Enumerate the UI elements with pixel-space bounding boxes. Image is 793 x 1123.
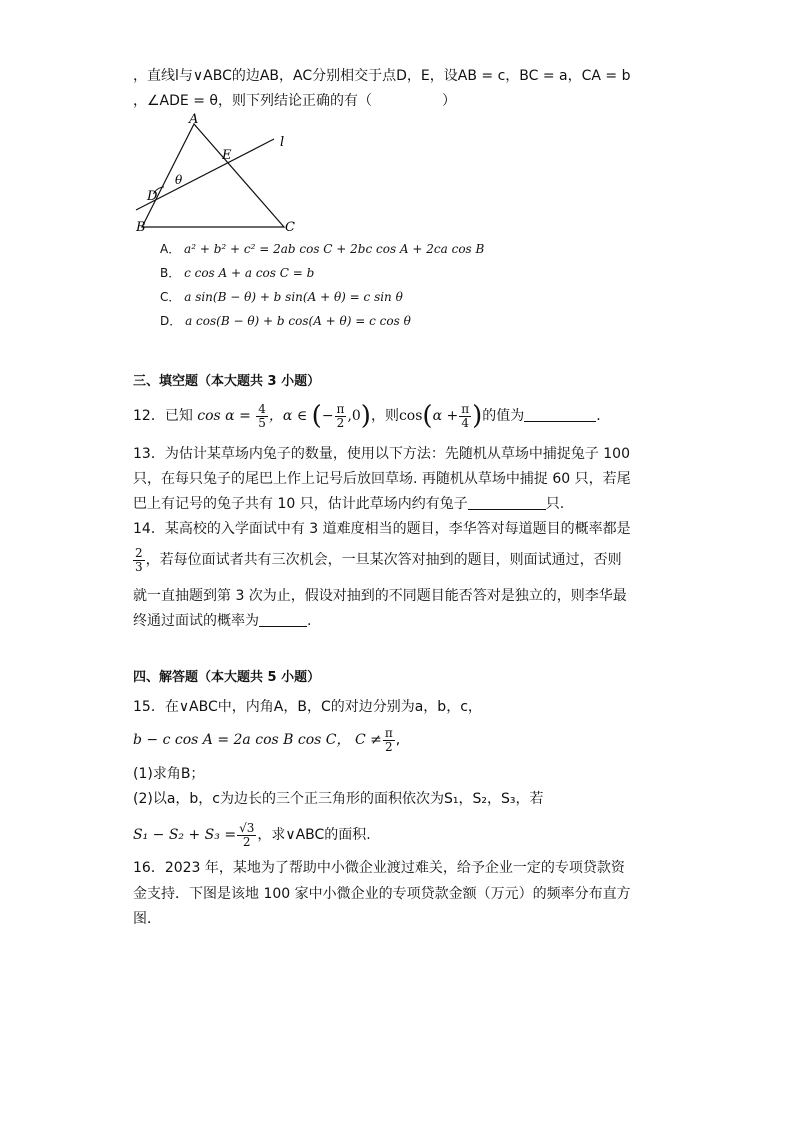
q11-option-b — [160, 264, 314, 282]
q15-line1: 15．在∨ABC中，内角A，B，C的对边分别为a，b，c， — [133, 699, 482, 715]
q14-line4-end: . — [307, 613, 312, 629]
frac-num: 4 — [258, 401, 266, 416]
q11-line2 — [133, 91, 456, 111]
q13-line1: 13．为估计某草场内兔子的数量，使用以下方法：先随机从草场中捕捉兔子 100 — [133, 446, 630, 462]
q15-s-equation: S₁ − S₂ + S₃ = — [133, 827, 237, 843]
option-formula: a cos(B − θ) + b cos(A + θ) = c cos θ — [185, 314, 411, 328]
q15-part2: (2)以a，b，c为边长的三个正三角形的面积依次为S₁，S₂，S₃，若 — [133, 791, 544, 807]
label-D: D — [147, 189, 158, 204]
q15-part1: (1)求角B； — [133, 766, 205, 782]
q15-line2 — [133, 724, 400, 756]
q12-answer-blank — [524, 407, 596, 422]
q14-line2-text: ，若每位面试者共有三次机会，一旦某次答对抽到的题目，则面试通过，否则 — [145, 552, 622, 568]
q12-then: ，则 — [370, 408, 399, 424]
q15-line2-end: , — [395, 732, 401, 748]
q13-line3-end: 只. — [545, 496, 565, 512]
frac-num: √3 — [239, 820, 255, 835]
q16-line1: 16．2023 年，某地为了帮助中小微企业渡过难关，给予企业一定的专项贷款资 — [133, 860, 625, 876]
frac-num: π — [384, 725, 393, 740]
q13-line2: 只，在每只兔子的尾巴上作上记号后放回草场. 再随机从草场中捕捉 60 只，若尾 — [133, 471, 631, 487]
frac-den: 2 — [242, 834, 251, 849]
q15-line5 — [133, 818, 371, 852]
q15-c-neq: C ≠ — [354, 732, 382, 748]
option-letter: C． — [160, 290, 181, 304]
label-E: E — [222, 148, 232, 163]
q16-line2: 金支持．下图是该地 100 家中小微企业的专项贷款金额（万元）的频率分布直方 — [133, 886, 631, 902]
q15-line5-tail: ，求∨ABC的面积. — [257, 827, 371, 843]
option-formula: a sin(B − θ) + b sin(A + θ) = c sin θ — [184, 290, 403, 304]
frac-den: 3 — [135, 559, 143, 574]
q12-end: . — [596, 408, 601, 424]
q16-line3: 图． — [133, 911, 161, 927]
q11-option-c — [160, 288, 403, 306]
q12-paren-open: ( — [311, 401, 322, 431]
q14-frac-2-3 — [133, 547, 145, 574]
q12-frac-pi-2 — [335, 403, 347, 430]
frac-num: 2 — [135, 545, 143, 560]
q12-alpha-in: ，α ∈ — [268, 408, 308, 424]
triangle-figure — [128, 110, 303, 235]
q14-line4 — [133, 611, 311, 631]
q11-line2-close: ） — [441, 93, 456, 109]
q14-answer-blank — [259, 612, 307, 627]
option-letter: A． — [160, 242, 181, 256]
option-formula: a² + b² + c² = 2ab cos C + 2bc cos A + 2ca cos B — [184, 242, 485, 256]
q11-option-a — [160, 240, 484, 258]
q13-line3 — [133, 494, 564, 514]
frac-num: π — [461, 401, 470, 416]
label-C: C — [285, 220, 295, 235]
q12: 12．已知 cos α = $\frac{4}{5}$ ，α ∈ (− $\frac{\pi}{2}$ ,0)，则cos(α + $\frac{\pi}{4}$ )的值为 . — [133, 401, 601, 431]
q11-option-d — [160, 312, 411, 330]
frac-den: 2 — [384, 739, 393, 754]
q13-answer-blank — [468, 495, 546, 510]
label-l: l — [280, 135, 285, 150]
option-letter: B． — [160, 266, 181, 280]
q12-cos: cos — [398, 408, 423, 424]
frac-den: 4 — [461, 415, 469, 430]
label-theta: θ — [175, 173, 183, 187]
q11-line2-text: ，∠ADE = θ，则下列结论正确的有（ — [133, 93, 372, 109]
q12-frac-4-5 — [256, 403, 268, 430]
q14-line1: 14．某高校的入学面试中有 3 道难度相当的题目，李华答对每道题目的概率都是 — [133, 521, 631, 537]
q12-frac-pi-4 — [459, 403, 471, 430]
q14-line2 — [133, 544, 622, 576]
label-B: B — [136, 220, 146, 235]
label-A: A — [189, 112, 199, 127]
q13-line3-text: 巴上有记号的兔子共有 10 只，估计此草场内约有兔子 — [133, 496, 468, 512]
frac-den: 5 — [258, 415, 266, 430]
q11-line1: ，直线l与∨ABC的边AB，AC分别相交于点D，E，设AB = c，BC = a，CA = b — [133, 68, 631, 84]
q12-cos-alpha: cos α = — [197, 408, 251, 424]
section-3-title: 三、填空题（本大题共 3 小题） — [133, 374, 321, 389]
q15-equation: b − c cos A = 2a cos B cos C， — [133, 732, 351, 748]
q12-number: 12．已知 — [133, 408, 193, 424]
q12-paren-close: ) — [360, 401, 371, 431]
option-letter: D． — [160, 314, 182, 328]
q14-line4-text: 终通过面试的概率为 — [133, 613, 259, 629]
q12-range-rest: ,0 — [347, 408, 361, 424]
option-formula: c cos A + a cos C = b — [184, 266, 315, 280]
q14-line3: 就一直抽题到第 3 次为止，假设对抽到的不同题目能否答对是独立的，则李华最 — [133, 588, 627, 604]
q15-frac-sqrt3-2 — [237, 822, 256, 849]
triangle-abc — [142, 124, 284, 227]
frac-num: π — [336, 401, 345, 416]
q12-tail: 的值为 — [482, 408, 525, 424]
frac-den: 2 — [336, 415, 345, 430]
q15-frac-pi-2 — [383, 727, 395, 754]
q12-alpha-plus: α + — [432, 408, 459, 424]
section-4-title: 四、解答题（本大题共 5 小题） — [133, 670, 321, 685]
